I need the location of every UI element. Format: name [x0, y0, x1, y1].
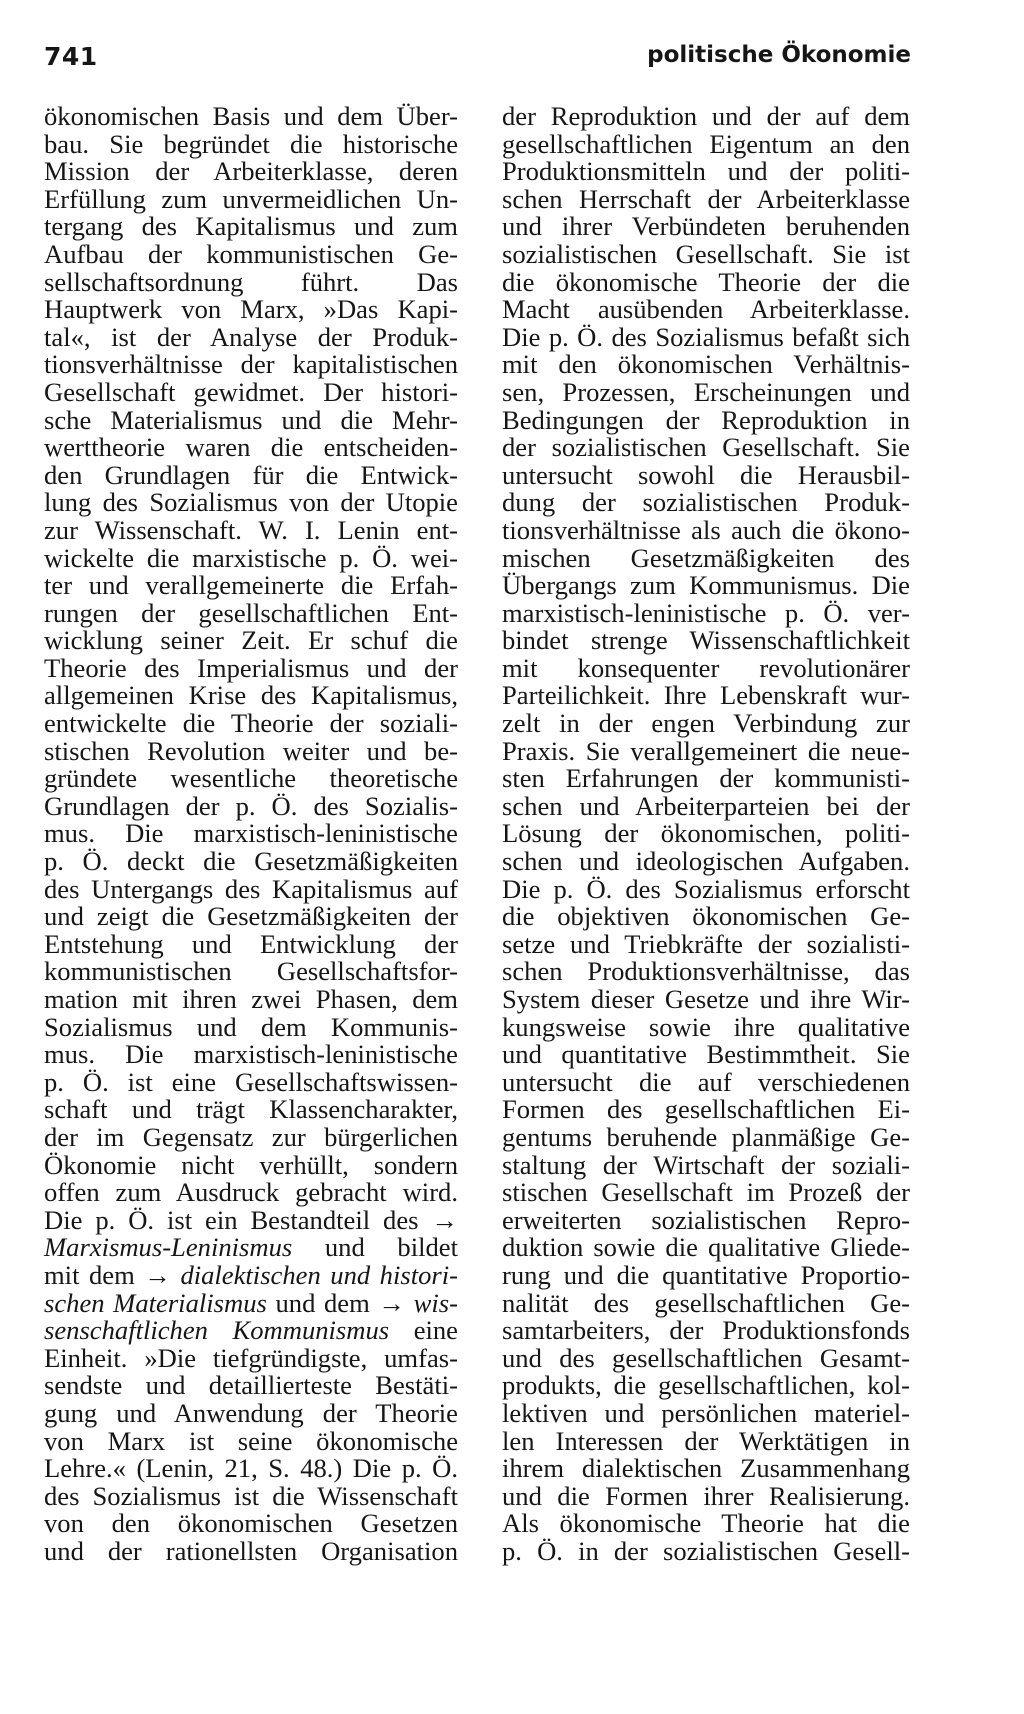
text-line: Bedingungen der Reproduktion in — [502, 404, 910, 435]
text-line: tergang des Kapitalismus und zum — [44, 211, 458, 242]
text-line: Parteilichkeit. Ihre Lebenskraft wur- — [502, 680, 910, 711]
text-line: Theorie des Imperialismus und der — [44, 652, 458, 683]
text-line: marxistisch-leninistische p. Ö. ver- — [502, 597, 910, 628]
text-line: entwickelte die Theorie der soziali- — [44, 708, 458, 739]
text-line: der im Gegensatz zur bürgerlichen — [44, 1121, 458, 1152]
text-line: von Marx ist seine ökonomische — [44, 1425, 458, 1456]
text-line: werttheorie waren die entscheiden- — [44, 432, 458, 463]
text-line: Mission der Arbeiterklasse, deren — [44, 156, 458, 187]
text-line: mit den ökonomischen Verhältnis- — [502, 349, 910, 380]
text-line: Die p. Ö. ist ein Bestandteil des → — [44, 1204, 458, 1235]
text-line: untersucht sowohl die Herausbil- — [502, 459, 910, 490]
text-line: Sozialismus und dem Kommunis- — [44, 1011, 458, 1042]
text-line: senschaftlichen Kommunismus eine — [44, 1315, 458, 1346]
text-line: und quantitative Bestimmtheit. Sie — [502, 1039, 910, 1070]
text-line: Entstehung und Entwicklung der — [44, 928, 458, 959]
text-line: und der rationellsten Organisation — [44, 1535, 458, 1566]
text-line: Übergangs zum Kommunismus. Die — [502, 570, 910, 601]
text-line: mischen Gesetzmäßigkeiten des — [502, 542, 910, 573]
text-line: tionsverhältnisse als auch die ökono- — [502, 514, 910, 545]
text-line: kungsweise sowie ihre qualitative — [502, 1011, 910, 1042]
text-line: des Untergangs des Kapitalismus auf — [44, 873, 458, 904]
text-line: rung und die quantitative Proportio- — [502, 1259, 910, 1290]
text-line: tionsverhältnisse der kapitalistischen — [44, 349, 458, 380]
text-line: Lösung der ökonomischen, politi- — [502, 818, 910, 849]
text-line: mit konsequenter revolutionärer — [502, 652, 910, 683]
text-column-left — [44, 103, 458, 1565]
text-line: gentums beruhende planmäßige Ge- — [502, 1121, 910, 1152]
text-line: wicklung seiner Zeit. Er schuf die — [44, 625, 458, 656]
text-line: wickelte die marxistische p. Ö. wei- — [44, 542, 458, 573]
text-line: zelt in der engen Verbindung zur — [502, 708, 910, 739]
text-line: lektiven und persönlichen materiel- — [502, 1397, 910, 1428]
text-line: mit dem → dialektischen und histori- — [44, 1259, 459, 1290]
text-line: Produktionsmitteln und der politi- — [502, 156, 910, 187]
text-line: gründete wesentliche theoretische — [44, 763, 458, 794]
text-line: Als ökonomische Theorie hat die — [502, 1508, 910, 1539]
text-line: rungen der gesellschaftlichen Ent- — [44, 597, 458, 628]
text-line: gesellschaftlichen Eigentum an den — [502, 128, 910, 159]
text-line: Die p. Ö. des Sozialismus befaßt sich — [502, 321, 910, 352]
text-line: und zeigt die Gesetzmäßigkeiten der — [44, 901, 458, 932]
text-line: tal«, ist der Analyse der Produk- — [44, 321, 458, 352]
text-line: der sozialistischen Gesellschaft. Sie — [502, 432, 910, 463]
text-line: sten Erfahrungen der kommunisti- — [502, 763, 910, 794]
text-line: mus. Die marxistisch-leninistische — [44, 1039, 458, 1070]
text-line: schen Materialismus und dem → wis- — [44, 1287, 458, 1318]
text-line: nalität des gesellschaftlichen Ge- — [502, 1287, 910, 1318]
text-line: Grundlagen der p. Ö. des Sozialis- — [44, 790, 458, 821]
text-line: ihrem dialektischen Zusammenhang — [502, 1453, 910, 1484]
text-line: duktion sowie die qualitative Gliede- — [502, 1232, 910, 1263]
text-line: der Reproduktion und der auf dem — [502, 101, 910, 131]
text-line: den Grundlagen für die Entwick- — [44, 459, 458, 490]
text-line: Die p. Ö. des Sozialismus erforscht — [502, 873, 910, 904]
text-line: setze und Triebkräfte der sozialisti- — [502, 928, 910, 959]
text-line: lung des Sozialismus von der Utopie — [44, 487, 458, 518]
text-line: schen und Arbeiterparteien bei der — [502, 790, 910, 821]
text-line: Erfüllung zum unvermeidlichen Un- — [44, 183, 458, 214]
text-line: stischen Revolution weiter und be- — [44, 735, 458, 766]
text-line: Aufbau der kommunistischen Ge- — [44, 238, 458, 269]
text-line: bau. Sie begründet die historische — [44, 128, 458, 159]
text-line: stischen Gesellschaft im Prozeß der — [502, 1177, 910, 1208]
text-line: Marxismus-Leninismus und bildet — [44, 1232, 458, 1263]
text-line: allgemeinen Krise des Kapitalismus, — [44, 680, 458, 711]
text-line: schen Produktionsverhältnisse, das — [502, 956, 910, 987]
text-column-right — [502, 103, 910, 1565]
text-line: staltung der Wirtschaft der soziali- — [502, 1149, 910, 1180]
text-line: sellschaftsordnung führt. Das — [44, 266, 458, 297]
running-head: politische Ökonomie — [647, 42, 911, 68]
text-line: des Sozialismus ist die Wissenschaft — [44, 1480, 458, 1511]
text-line: produkts, die gesellschaftlichen, kol- — [502, 1370, 910, 1401]
text-line: p. Ö. deckt die Gesetzmäßigkeiten — [44, 846, 458, 877]
text-line: schaft und trägt Klassencharakter, — [44, 1094, 458, 1125]
text-line: untersucht die auf verschiedenen — [502, 1066, 910, 1097]
text-line: sozialistischen Gesellschaft. Sie ist — [502, 238, 910, 269]
text-line: bindet strenge Wissenschaftlichkeit — [502, 625, 910, 656]
text-line: samtarbeiters, der Produktionsfonds — [502, 1315, 910, 1346]
text-line: Formen des gesellschaftlichen Ei- — [502, 1094, 910, 1125]
text-line: p. Ö. ist eine Gesellschaftswissen- — [44, 1066, 458, 1097]
text-line: die ökonomische Theorie der die — [502, 266, 910, 297]
text-line: mation mit ihren zwei Phasen, dem — [44, 984, 458, 1014]
text-line: Hauptwerk von Marx, »Das Kapi- — [44, 294, 458, 325]
text-line: gung und Anwendung der Theorie — [44, 1397, 458, 1428]
text-line: sendste und detaillierteste Bestäti- — [44, 1370, 458, 1401]
text-line: und die Formen ihrer Realisierung. — [502, 1480, 910, 1511]
text-line: kommunistischen Gesellschaftsfor- — [44, 956, 458, 987]
text-line: Praxis. Sie verallgemeinert die neue- — [502, 735, 910, 766]
page-number: 741 — [44, 42, 98, 71]
text-line: Lehre.« (Lenin, 21, S. 48.) Die p. Ö. — [44, 1453, 458, 1484]
text-line: Macht ausübenden Arbeiterklasse. — [502, 294, 910, 325]
text-line: sen, Prozessen, Erscheinungen und — [502, 376, 910, 407]
text-line: schen Herrschaft der Arbeiterklasse — [502, 183, 910, 214]
text-line: offen zum Ausdruck gebracht wird. — [44, 1177, 458, 1208]
text-line: System dieser Gesetze und ihre Wir- — [502, 984, 910, 1014]
text-line: dung der sozialistischen Produk- — [502, 487, 910, 518]
text-line: erweiterten sozialistischen Repro- — [502, 1204, 910, 1235]
text-line: und ihrer Verbündeten beruhenden — [502, 211, 910, 242]
text-line: schen und ideologischen Aufgaben. — [502, 846, 910, 877]
text-line: len Interessen der Werktätigen in — [502, 1425, 910, 1456]
text-line: mus. Die marxistisch-leninistische — [44, 818, 458, 849]
text-line: Einheit. »Die tiefgründigste, umfas- — [44, 1342, 458, 1373]
text-line: Ökonomie nicht verhüllt, sondern — [44, 1149, 458, 1180]
text-line: zur Wissenschaft. W. I. Lenin ent- — [44, 514, 458, 545]
text-line: Gesellschaft gewidmet. Der histori- — [44, 376, 458, 407]
text-line: die objektiven ökonomischen Ge- — [502, 901, 910, 932]
text-line: ter und verallgemeinerte die Erfah- — [44, 570, 458, 601]
text-line: von den ökonomischen Gesetzen — [44, 1508, 458, 1539]
text-line: und des gesellschaftlichen Gesamt- — [502, 1342, 910, 1373]
text-line: sche Materialismus und die Mehr- — [44, 404, 458, 435]
text-line: ökonomischen Basis und dem Über- — [44, 101, 458, 131]
text-line: p. Ö. in der sozialistischen Gesell- — [502, 1535, 910, 1566]
